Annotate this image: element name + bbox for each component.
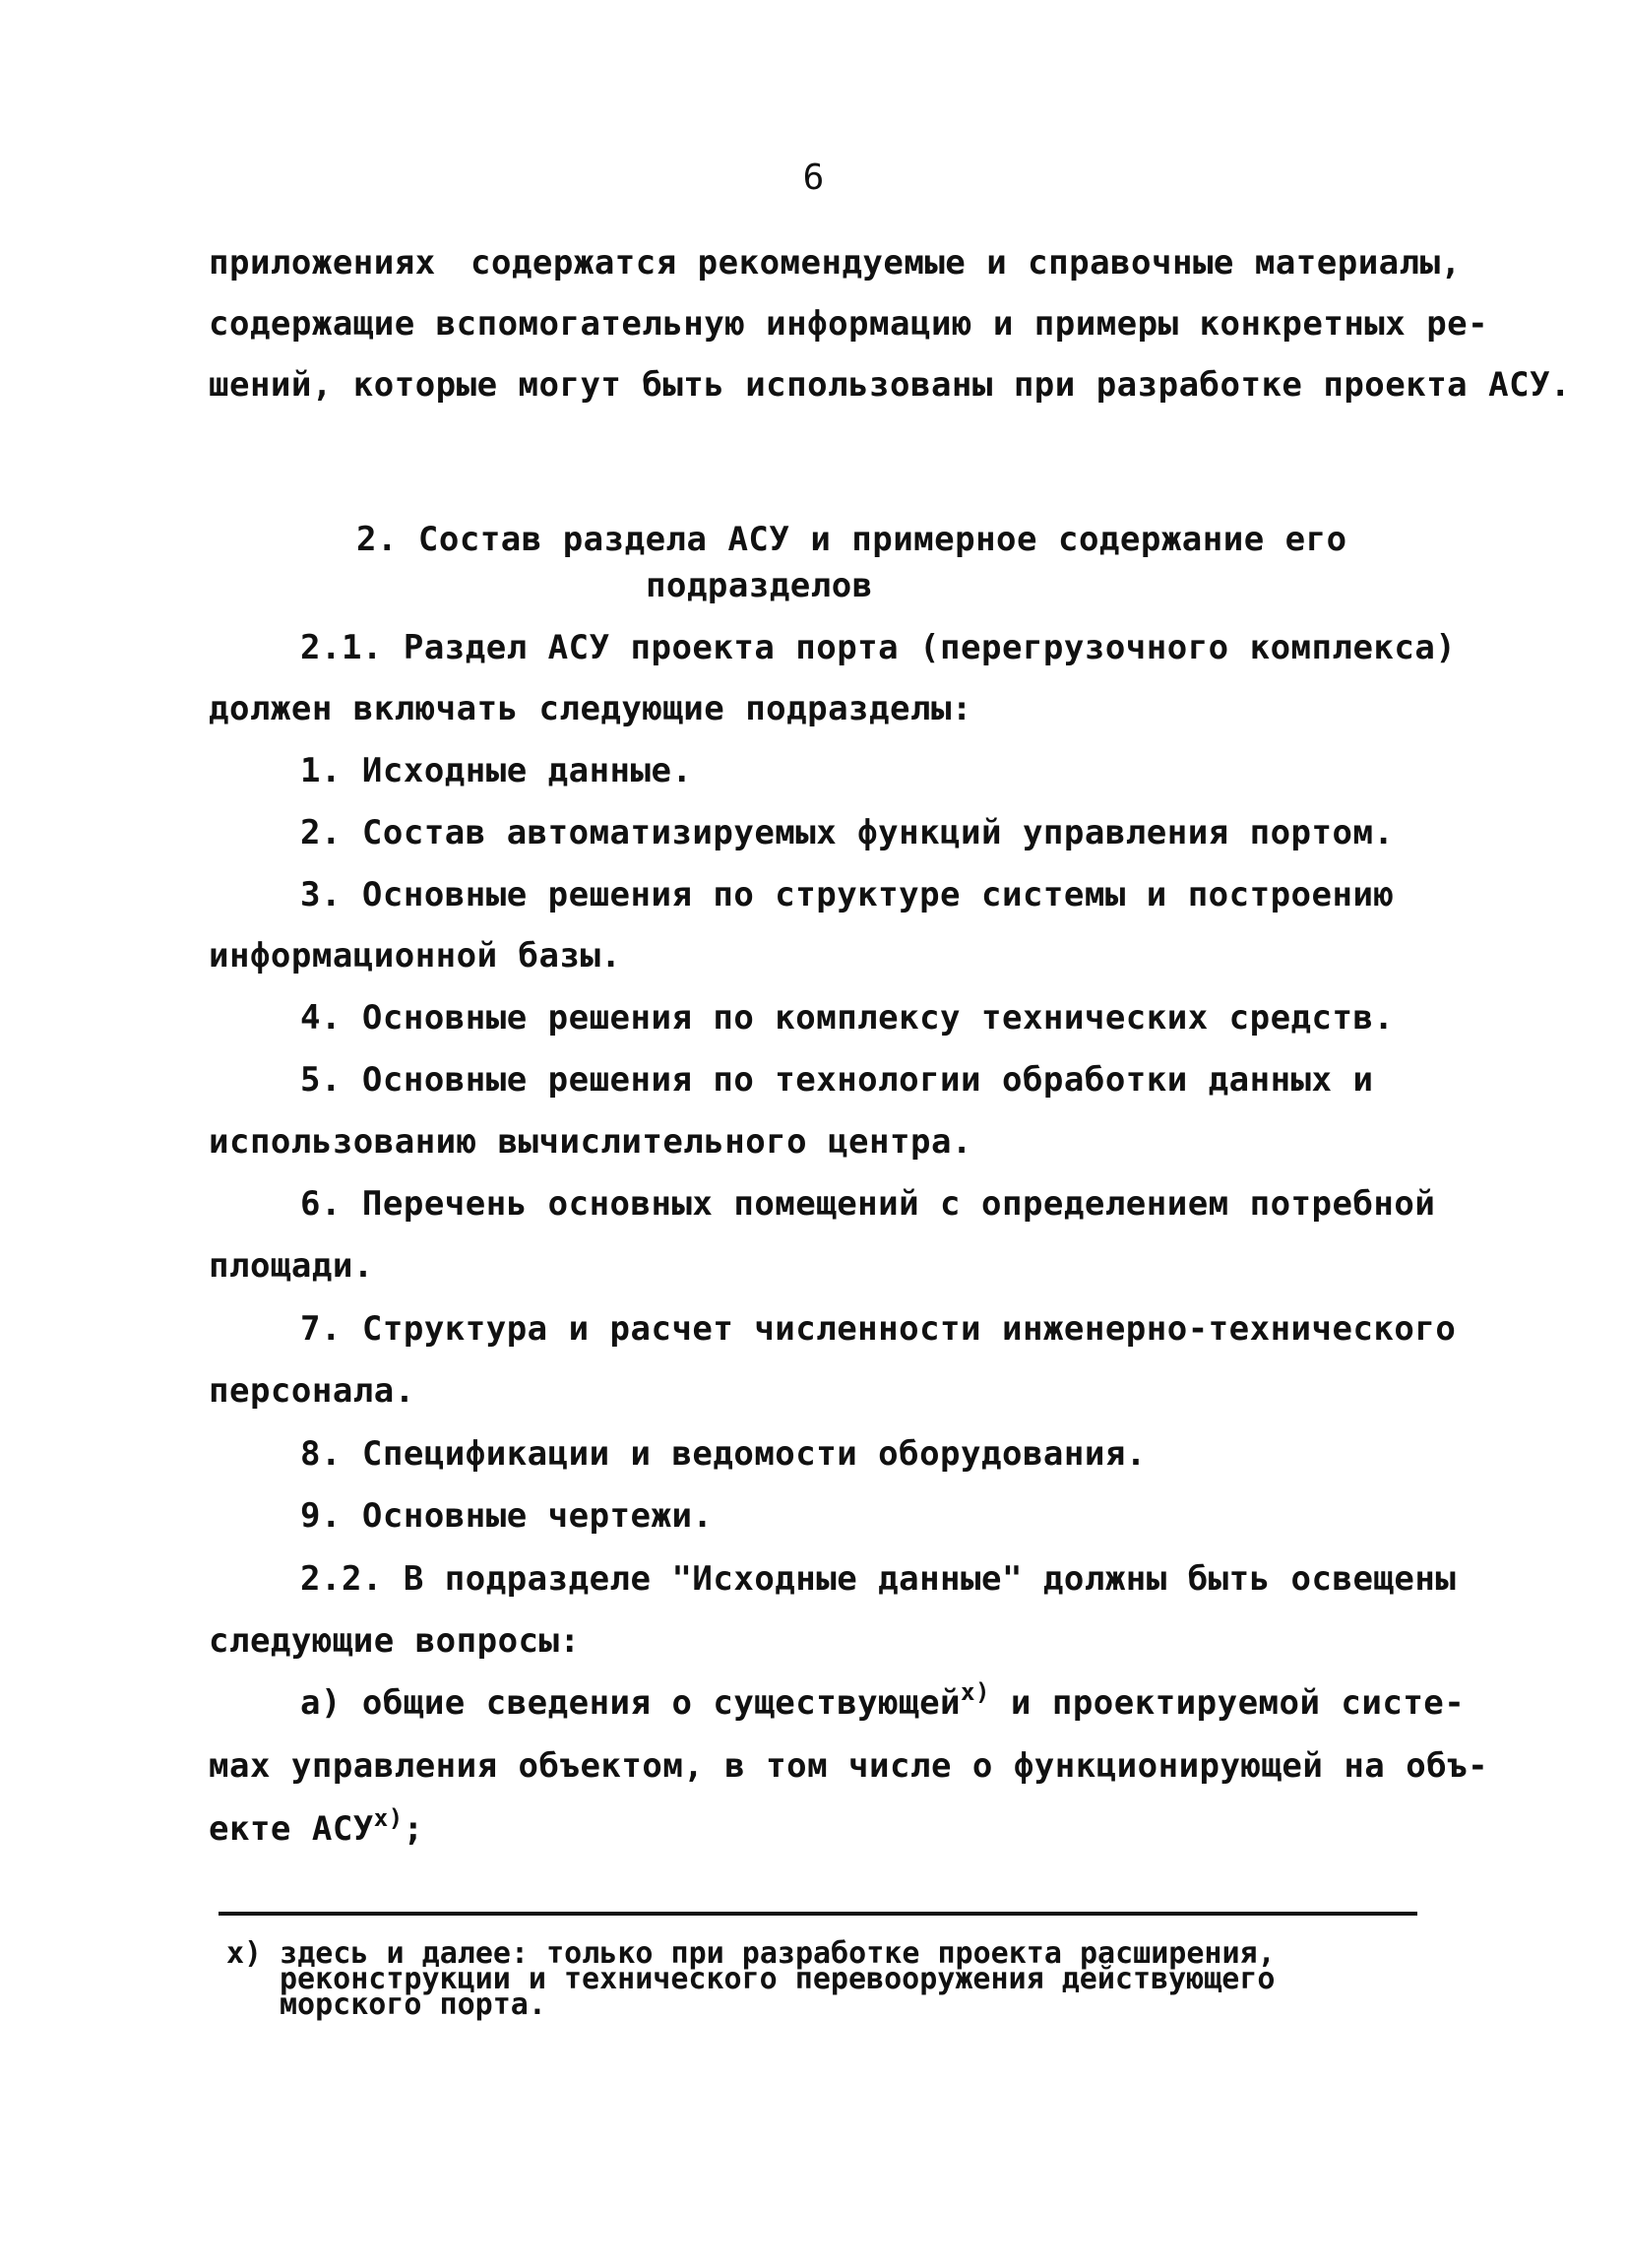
footnote-marker: x) [373,1804,404,1832]
pa-line-3-text-end: ; [403,1809,424,1849]
intro-line-3: шений, которые могут быть использованы при разработке проекта АСУ. [209,365,1572,405]
list-item-3-line-1: 3. Основные решения по структуре системы и построению [300,875,1395,914]
list-item-3-line-2: информационной базы. [209,936,622,976]
list-item-1: 1. Исходные данные. [300,751,693,790]
p21-line-2: должен включать следующие подразделы: [209,689,972,728]
section-title-line-1: 2. Состав раздела АСУ и примерное содержание его [356,520,1347,559]
pa-line-1 [300,1678,1466,1726]
list-item-8: 8. Спецификации и ведомости оборудования. [300,1434,1147,1474]
intro-line-1a: приложениях [209,243,436,283]
intro-line-1b: содержатся рекомендуемые и справочные материалы, [470,243,1462,283]
list-item-5-line-2: использованию вычислительного центра. [209,1122,972,1162]
footnote-marker: x) [961,1678,990,1706]
pa-line-2: мах управления объектом, в том числе о функционирующей на объ- [209,1746,1489,1786]
footnote-divider [219,1912,1417,1916]
pa-line-1-text-end: и проектируемой систе- [989,1683,1466,1723]
footnote-line-2: реконструкции и технического перевооружения действующего [280,1962,1276,1996]
list-item-6-line-1: 6. Перечень основных помещений с определением потребной [300,1184,1436,1224]
p22-line-1: 2.2. В подразделе "Исходные данные" должны быть освещены [300,1559,1457,1599]
p21-line-1: 2.1. Раздел АСУ проекта порта (перегрузочного комплекса) [300,628,1457,667]
intro-line-2: содержащие вспомогательную информацию и примеры конкретных ре- [209,304,1489,344]
section-title-line-2: подразделов [646,566,873,605]
list-item-7-line-1: 7. Структура и расчет численности инженерно-технического [300,1309,1457,1349]
footnote-line-3: морского порта. [280,1987,546,2022]
list-item-9: 9. Основные чертежи. [300,1496,714,1536]
pa-line-3-text: екте АСУ [209,1809,374,1849]
list-item-4: 4. Основные решения по комплексу технических средств. [300,998,1395,1038]
footnote-line-1: x) здесь и далее: только при разработке проекта расширения, [226,1936,1276,1971]
pa-line-3 [209,1804,424,1852]
list-item-2: 2. Состав автоматизируемых функций управления портом. [300,813,1395,852]
list-item-6-line-2: площади. [209,1246,374,1286]
list-item-5-line-1: 5. Основные решения по технологии обработки данных и [300,1060,1374,1100]
page-number: 6 [802,158,825,198]
pa-line-1-text: а) общие сведения о существующей [300,1683,962,1723]
p22-line-2: следующие вопросы: [209,1621,581,1661]
list-item-7-line-2: персонала. [209,1371,415,1411]
